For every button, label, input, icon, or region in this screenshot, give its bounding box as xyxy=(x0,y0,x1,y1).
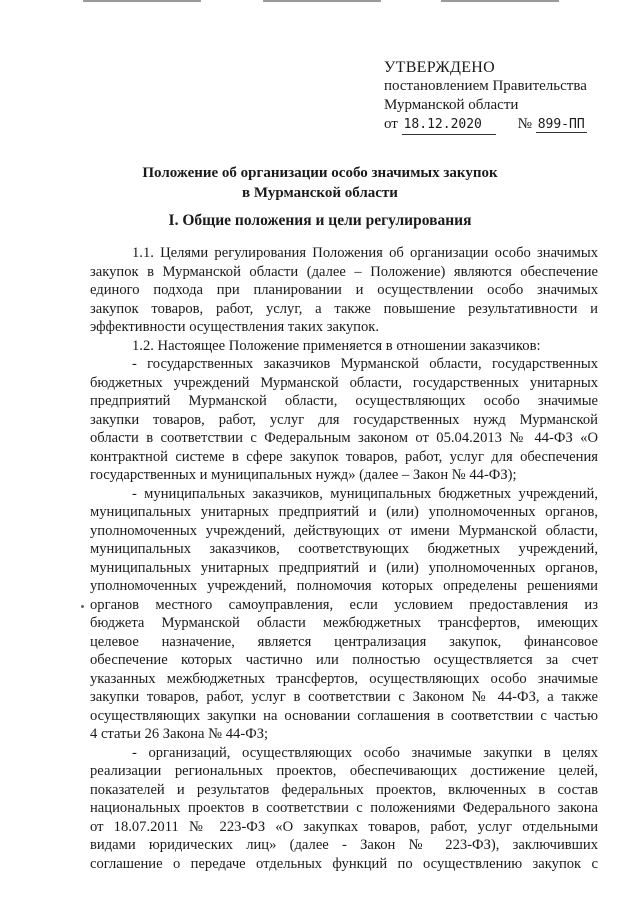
scan-edge-mark xyxy=(83,0,201,2)
body-text-line: - организаций, осуществляющих особо значимые закупки в целях xyxy=(132,744,598,761)
body-text-line: показателей и результатов федеральных проектов, включенных в состав xyxy=(90,781,598,798)
body-text-line: - государственных заказчиков Мурманской области, государственных xyxy=(132,356,598,372)
approval-title: УТВЕРЖДЕНО xyxy=(384,59,496,76)
body-text-line: закупки товаров, работ, услуг в соответствии с Законом № 44-ФЗ, а также xyxy=(90,689,598,705)
body-text-line: от 18.07.2011 № 223-ФЗ «О закупках товаров, работ, услуг отдельными xyxy=(90,818,598,835)
approval-number: 899-ПП xyxy=(537,117,585,132)
body-text-line: уполномоченных учреждений, действующих от имени Мурманской области, xyxy=(90,522,598,539)
body-text-line: указанных межбюджетных трансфертов, осуществляющих особо значимые xyxy=(90,670,598,687)
body-text-line: государственных и муниципальных нужд» (далее – Закон № 44-ФЗ); xyxy=(90,467,517,483)
body-text-line: уполномоченных учреждений, полномочия которых определены решениями xyxy=(90,578,598,594)
body-text-line: национальных проектов в соответствии с положениями Федерального закона xyxy=(90,800,598,816)
scan-edge-mark xyxy=(441,0,559,2)
document-body xyxy=(90,244,598,873)
body-text-line: органов местного самоуправления, если условием предоставления из xyxy=(90,596,598,613)
body-text-line: муниципальных унитарных предприятий и (или) уполномоченных органов, xyxy=(90,559,598,576)
body-text-line: эффективности осуществления таких закупок. xyxy=(90,319,380,335)
approval-line-decree: постановлением Правительства xyxy=(384,78,587,94)
body-text-line: муниципальных заказчиков, соответствующих бюджетных учреждений, xyxy=(90,541,598,557)
document-title-line: Положение об организации особо значимых закупок xyxy=(142,165,498,181)
body-text-line: осуществляющих закупки на основании соглашения в соответствии с частью xyxy=(90,707,598,724)
approval-from-label: от xyxy=(384,116,398,132)
approval-stamp xyxy=(384,58,587,135)
approval-number-label: № xyxy=(517,116,532,132)
body-text-line: области в соответствии с Федеральным законом от 05.04.2013 № 44-ФЗ «О xyxy=(90,430,598,446)
section-heading: I. Общие положения и цели регулирования xyxy=(168,212,472,229)
document-title xyxy=(0,163,640,203)
body-text-line: закупки товаров, работ, услуг для государственных нужд Мурманской xyxy=(90,411,598,428)
body-text-line: соглашение о передаче отдельных функций по осуществлению закупок с xyxy=(90,855,598,872)
approval-date-line xyxy=(384,115,587,135)
body-text-line: бюджетных учреждений Мурманской области, государственных унитарных xyxy=(90,374,598,391)
scan-edge-mark xyxy=(263,0,381,2)
body-text-line: единого подхода при планировании и осуществлении особо значимых xyxy=(90,282,598,298)
body-text-line: закупок товаров, работ, услуг, а также повышение результативности и xyxy=(90,300,598,317)
body-text-line: видами юридических лиц» (далее - Закон № 223-ФЗ), заключивших xyxy=(90,837,598,853)
body-text-line: предприятий Мурманской области, осуществляющих особо значимые xyxy=(90,393,598,409)
document-title-line: в Мурманской области xyxy=(242,185,398,201)
body-text-line: контрактной системе в сфере закупок товаров, работ, услуг для обеспечения xyxy=(90,448,598,465)
body-text-line: реализации региональных проектов, обеспечивающих достижение целей, xyxy=(90,763,598,779)
body-text-line: муниципальных унитарных предприятий и (или) уполномоченных органов, xyxy=(90,504,598,520)
body-text-line: - муниципальных заказчиков, муниципальных бюджетных учреждений, xyxy=(132,485,598,502)
approval-line-region: Мурманской области xyxy=(384,97,519,113)
body-text-line: целевое назначение, является централизация закупок, финансовое xyxy=(90,633,598,650)
body-text-line: закупок в Мурманской области (далее – Положение) являются обеспечение xyxy=(90,263,598,280)
body-text-line: обеспечение которых частично или полностью осуществляется за счет xyxy=(90,652,598,668)
body-text-line: 1.2. Настоящее Положение применяется в отношении заказчиков: xyxy=(132,337,541,354)
body-text-line: 4 статьи 26 Закона № 44-ФЗ; xyxy=(90,726,269,742)
body-text-line: 1.1. Целями регулирования Положения об организации особо значимых xyxy=(132,245,598,261)
body-text-line: бюджета Мурманской области межбюджетных трансфертов, имеющих xyxy=(90,615,598,631)
scan-speck xyxy=(81,605,84,608)
approval-date: 18.12.2020 xyxy=(402,115,496,135)
